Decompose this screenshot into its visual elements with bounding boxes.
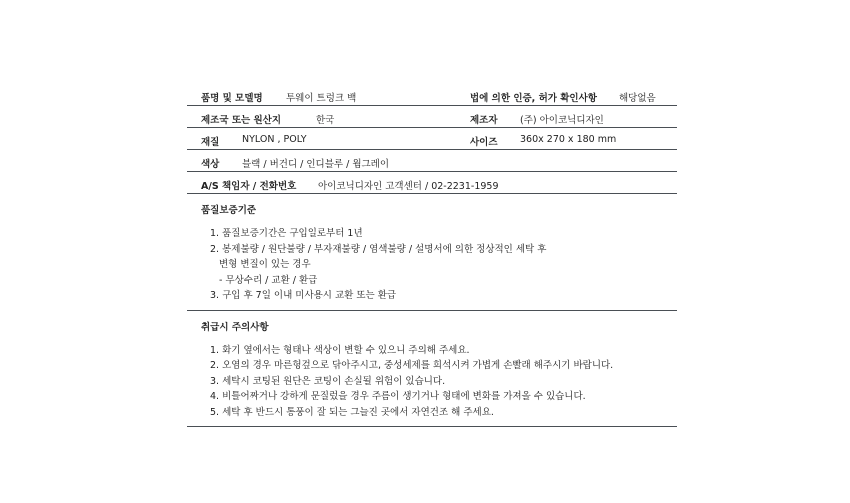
maker-label: 제조자: [470, 115, 498, 126]
quality-item-remedy: - 무상수리 / 교환 / 환급: [219, 274, 318, 286]
row-color: [187, 150, 677, 172]
name-value: 투웨이 트렁크 백: [286, 93, 357, 104]
care-title: 취급시 주의사항: [201, 321, 269, 333]
care-item: 2. 오염의 경우 마른헝겊으로 닦아주시고, 중성세제를 희석시켜 가볍게 손빨래 해주시기 바랍니다.: [210, 360, 614, 371]
quality-item: 1. 품질보증기간은 구입일로부터 1년: [210, 228, 363, 239]
row-name-cert: [187, 84, 677, 106]
row-origin-maker: [187, 106, 677, 128]
care-item: 4. 비틀어짜거나 강하게 문질렀을 경우 주름이 생기거나 형태에 변화를 가져올 수 있습니다.: [210, 391, 586, 402]
cert-label: 법에 의한 인증, 허가 확인사항: [470, 93, 597, 104]
quality-section: [187, 194, 677, 311]
material-value: NYLON , POLY: [242, 134, 307, 145]
product-info-sheet: [187, 84, 677, 427]
color-value: 블랙 / 버건디 / 인디블루 / 웜그레이: [242, 159, 390, 170]
cert-value: 해당없음: [619, 93, 656, 104]
size-value: 360x 270 x 180 mm: [520, 134, 617, 145]
care-section: [187, 311, 677, 428]
care-list: [201, 343, 677, 421]
quality-item-continuation: 변형 변질이 있는 경우: [219, 259, 311, 270]
as-value: 아이코닉디자인 고객센터 / 02-2231-1959: [318, 181, 499, 192]
care-item: 1. 화기 옆에서는 형태나 색상이 변할 수 있으니 주의해 주세요.: [210, 344, 470, 356]
maker-value: (주) 아이코닉디자인: [520, 115, 604, 126]
quality-item-text: 2. 봉제불량 / 원단불량 / 부자재불량 / 염색불량 / 설명서에 의한 정상적인 세탁 후: [210, 243, 547, 255]
quality-list: [201, 226, 677, 304]
quality-title: 품질보증기준: [201, 205, 257, 216]
material-label: 재질: [201, 137, 220, 148]
quality-item: 3. 구입 후 7일 이내 미사용시 교환 또는 환급: [210, 290, 397, 301]
name-label: 품명 및 모델명: [201, 93, 263, 104]
quality-item: [210, 242, 677, 289]
care-item: 5. 세탁 후 반드시 통풍이 잘 되는 그늘진 곳에서 자연건조 해 주세요.: [210, 406, 494, 418]
care-item: 3. 세탁시 코팅된 원단은 코팅이 손실될 위험이 있습니다.: [210, 375, 446, 387]
color-label: 색상: [201, 159, 220, 170]
row-as: [187, 172, 677, 194]
as-label: A/S 책임자 / 전화번호: [201, 181, 297, 192]
size-label: 사이즈: [470, 137, 498, 148]
origin-label: 제조국 또는 원산지: [201, 115, 282, 126]
row-material-size: [187, 128, 677, 150]
origin-value: 한국: [316, 115, 335, 126]
